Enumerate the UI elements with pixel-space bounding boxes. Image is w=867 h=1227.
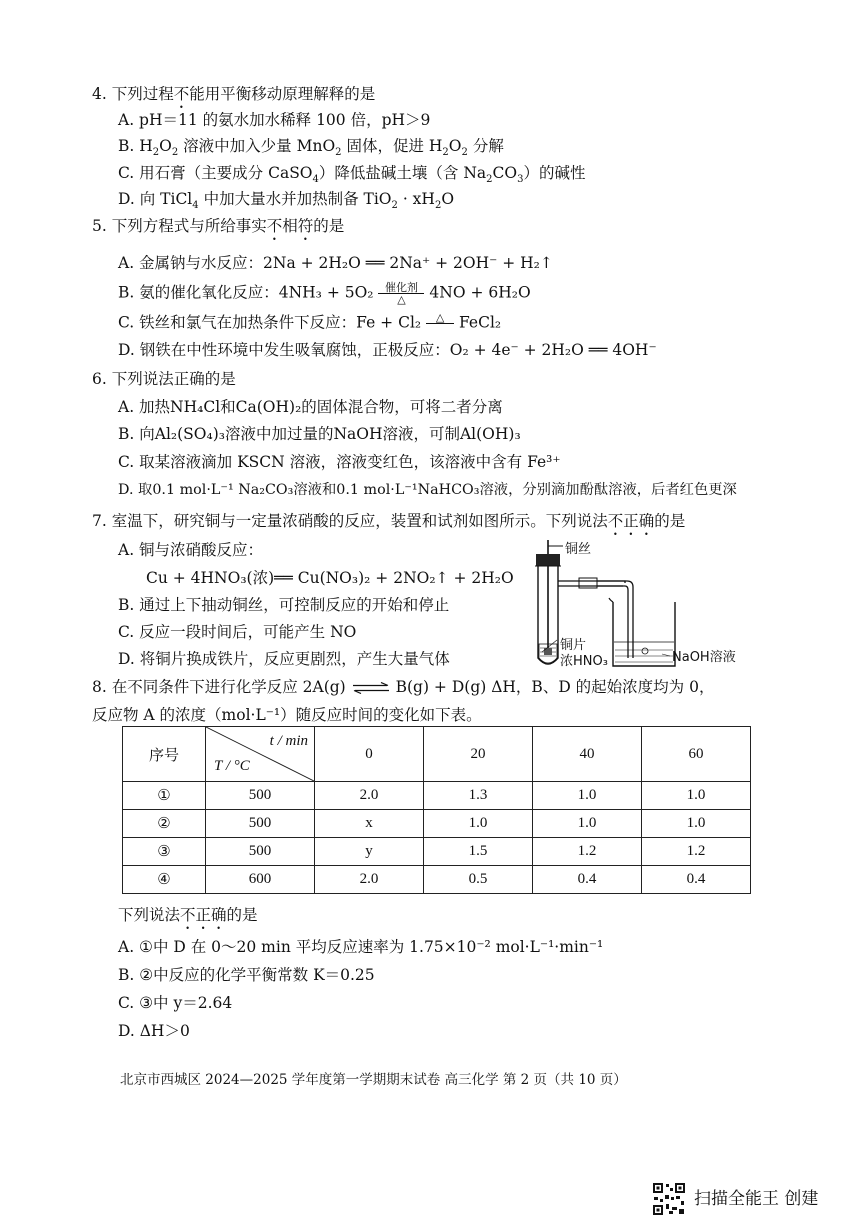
concentration-table — [122, 726, 751, 894]
fig-label-conc-hno3: 浓HNO₃ — [560, 654, 608, 669]
q7-option-a-equation: Cu + 4HNO₃(浓)══ Cu(NO₃)₂ + 2NO₂↑ + 2H₂O — [146, 569, 514, 587]
q4-option-d: D. 向 TiCl$_4$ 中加大量水并加热制备 $TiO_2 \cdot xH_2O$ — [118, 190, 455, 212]
q8-option-a: A. ①中 D 在 0～20 min 平均反应速率为 1.75×10⁻² mol·L⁻¹·min⁻¹ — [118, 938, 604, 956]
cell: 0.5 — [424, 866, 533, 894]
q4-option-c: C. 用石膏（主要成分 CaSO$_4$）降低盐碱土壤（含 $Na_2CO_3$）的碱性 — [118, 164, 586, 186]
row-temp: 500 — [206, 810, 315, 838]
qr-code-icon — [652, 1182, 686, 1216]
cell: 1.3 — [424, 782, 533, 810]
table-header-row — [123, 727, 751, 782]
q5-option-b: B. 氨的催化氧化反应：4NH₃ + 5O₂ 催化剂 △ 4NO + 6H₂O — [118, 281, 531, 306]
q7-stem: 7. 室温下，研究铜与一定量浓硝酸的反应，装置和试剂如图所示。下列说法不正确的是 — [92, 512, 686, 530]
row-temp: 500 — [206, 838, 315, 866]
header-temp: T / °C — [214, 758, 250, 774]
row-temp: 600 — [206, 866, 315, 894]
header-no: 序号 — [123, 727, 206, 782]
table-row — [123, 866, 751, 894]
cell: 1.0 — [642, 810, 751, 838]
cell: x — [315, 810, 424, 838]
q7-option-d: D. 将铜片换成铁片，反应更剧烈，产生大量气体 — [118, 650, 450, 668]
cell: 0.4 — [533, 866, 642, 894]
row-no: ② — [123, 810, 206, 838]
header-time: t / min — [269, 733, 308, 749]
row-no: ④ — [123, 866, 206, 894]
q7-option-c: C. 反应一段时间后，可能产生 NO — [118, 623, 357, 641]
q8-stem-2: 反应物 A 的浓度（mol·L⁻¹）随反应时间的变化如下表。 — [92, 706, 482, 724]
row-temp: 500 — [206, 782, 315, 810]
table-row — [123, 782, 751, 810]
q8-option-b: B. ②中反应的化学平衡常数 K＝0.25 — [118, 966, 375, 984]
cell: 1.2 — [533, 838, 642, 866]
q8-substem: 下列说法不正确的是 — [118, 906, 258, 924]
header-col: 0 — [315, 727, 424, 782]
q8-stem: 8. 在不同条件下进行化学反应 2A(g) B(g) + D(g) ΔH，B、D 的起始浓度均为 0， — [92, 678, 715, 696]
header-col: 20 — [424, 727, 533, 782]
q6-option-d: D. 取0.1 mol·L⁻¹ Na₂CO₃溶液和0.1 mol·L⁻¹NaHCO₃溶液，分别滴加酚酞溶液，后者红色更深 — [118, 482, 737, 498]
header-col: 60 — [642, 727, 751, 782]
fig-label-copper-wire: 铜丝 — [565, 542, 592, 557]
q7-option-a: A. 铜与浓硝酸反应： — [118, 541, 264, 559]
page-footer: 北京市西城区 2024—2025 学年度第一学期期末试卷 高三化学 第 2 页（共 10 页） — [120, 1072, 627, 1088]
q4-option-b: B. $H_2O_2$ 溶液中加入少量 MnO$_2$ 固体，促进 $H_2O_2$ 分解 — [118, 137, 504, 159]
header-col: 40 — [533, 727, 642, 782]
cell: y — [315, 838, 424, 866]
q5-stem: 5. 下列方程式与所给事实不相符的是 — [92, 217, 345, 235]
row-no: ③ — [123, 838, 206, 866]
q6-option-c: C. 取某溶液滴加 KSCN 溶液，溶液变红色，该溶液中含有 Fe³⁺ — [118, 453, 561, 471]
cell: 2.0 — [315, 866, 424, 894]
header-diagonal — [206, 727, 315, 782]
cell: 0.4 — [642, 866, 751, 894]
cell: 1.0 — [424, 810, 533, 838]
table-row — [123, 810, 751, 838]
q5-option-a: A. 金属钠与水反应：2Na + 2H₂O ══ 2Na⁺ + 2OH⁻ + H₂↑ — [118, 254, 553, 272]
row-no: ① — [123, 782, 206, 810]
cell: 1.0 — [533, 810, 642, 838]
q8-option-c: C. ③中 y＝2.64 — [118, 994, 233, 1012]
cell: 2.0 — [315, 782, 424, 810]
stamp-text: 扫描全能王 创建 — [694, 1189, 819, 1209]
q7-option-b: B. 通过上下抽动铜丝，可控制反应的开始和停止 — [118, 596, 450, 614]
cell: 1.0 — [533, 782, 642, 810]
q4-stem: 4. 下列过程不能用平衡移动原理解释的是 — [92, 85, 376, 103]
table-row — [123, 838, 751, 866]
equilibrium-arrow-icon — [351, 682, 391, 694]
q5-option-c: C. 铁丝和氯气在加热条件下反应：Fe + Cl₂ △ FeCl₂ — [118, 311, 502, 332]
q4-option-a: A. pH＝11 的氨水加水稀释 100 倍，pH＞9 — [118, 111, 431, 129]
fig-label-copper-sheet: 铜片 — [560, 638, 587, 653]
q5-option-d: D. 钢铁在中性环境中发生吸氧腐蚀，正极反应：O₂ + 4e⁻ + 2H₂O ══ 4OH⁻ — [118, 341, 657, 359]
fig-label-naoh: NaOH溶液 — [672, 650, 736, 665]
scanner-stamp — [652, 1182, 818, 1216]
q8-option-d: D. ΔH＞0 — [118, 1022, 190, 1040]
q6-stem: 6. 下列说法正确的是 — [92, 370, 236, 388]
q6-option-a: A. 加热NH₄Cl和Ca(OH)₂的固体混合物，可将二者分离 — [118, 398, 503, 416]
cell: 1.2 — [642, 838, 751, 866]
cell: 1.5 — [424, 838, 533, 866]
q6-option-b: B. 向Al₂(SO₄)₃溶液中加过量的NaOH溶液，可制Al(OH)₃ — [118, 425, 521, 443]
cell: 1.0 — [642, 782, 751, 810]
